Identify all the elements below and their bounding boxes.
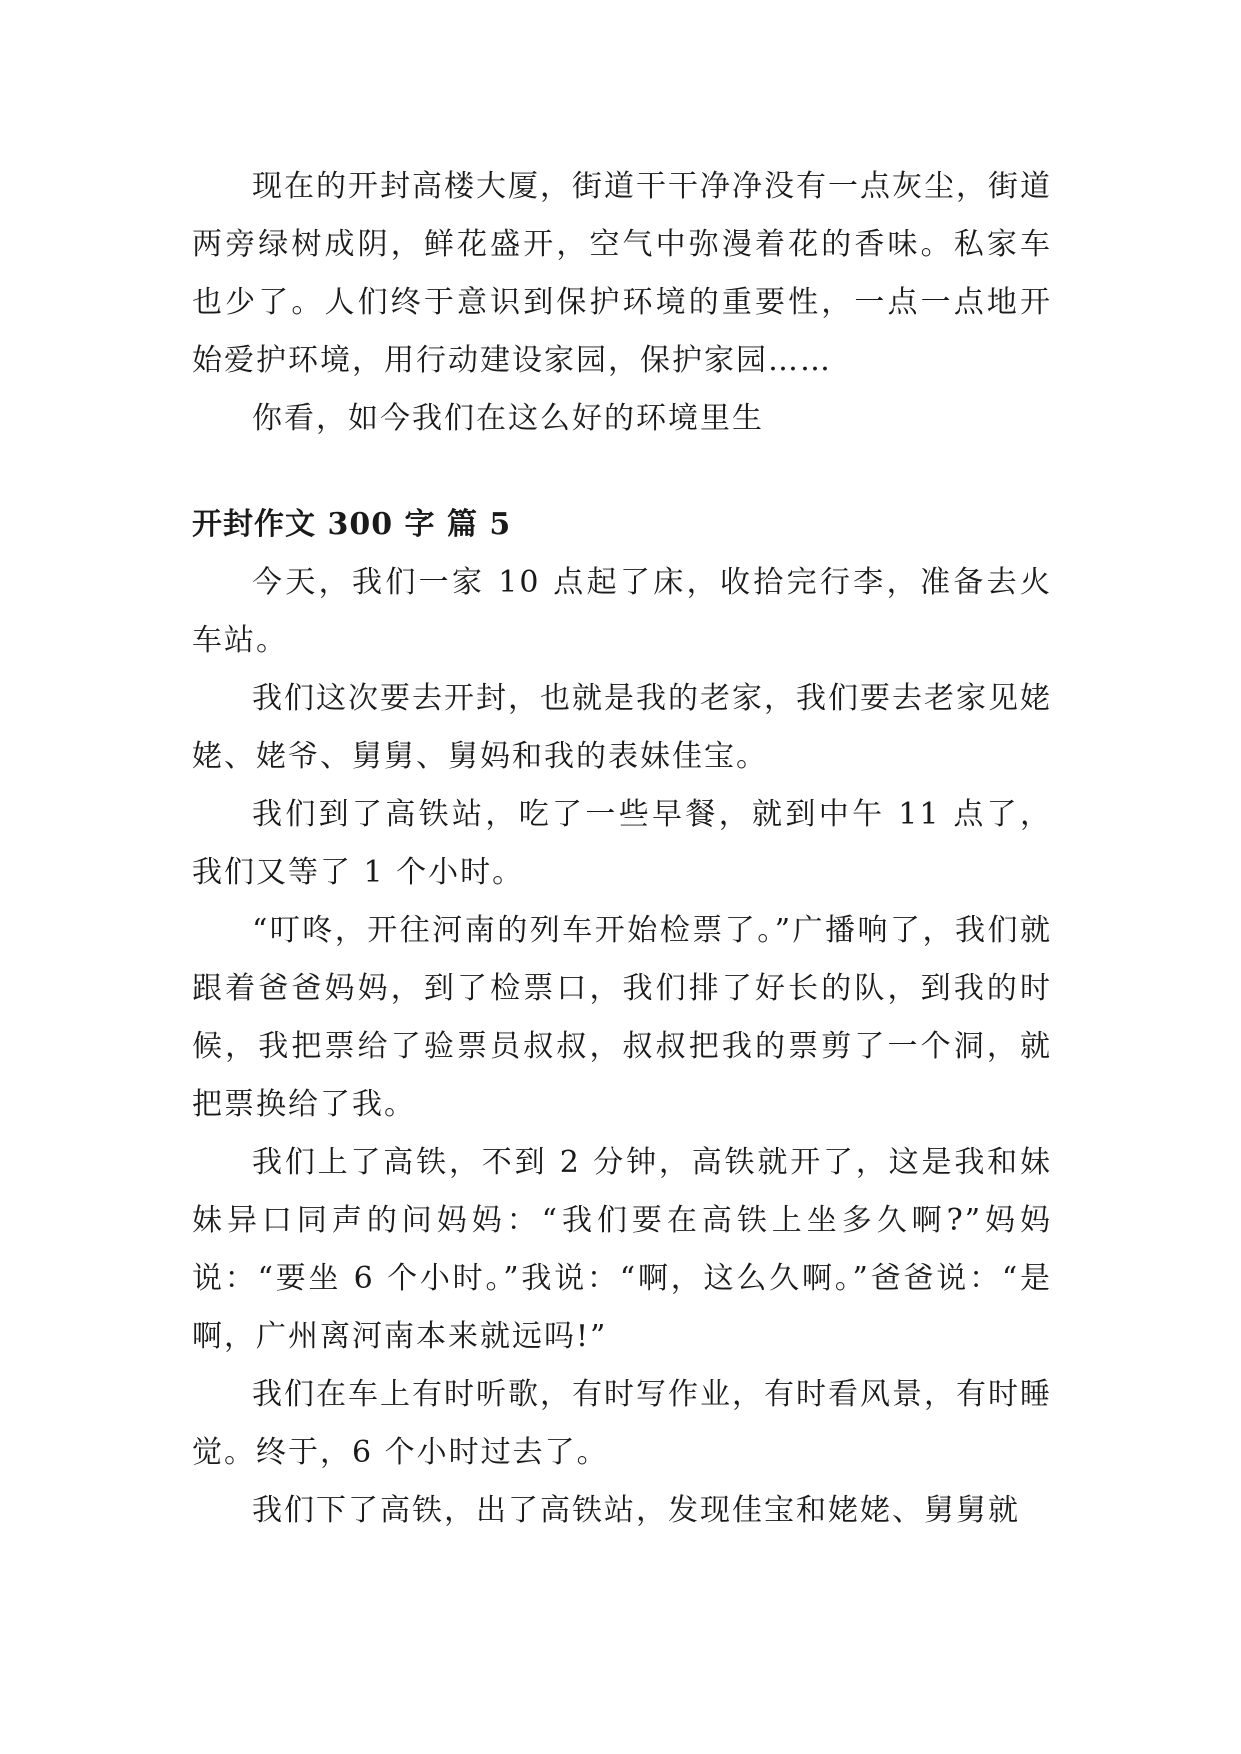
paragraph: 我们下了高铁，出了高铁站，发现佳宝和姥姥、舅舅就 (252, 1493, 1020, 1528)
paragraph: “叮咚，开往河南的列车开始检票了。”广播响了，我们就跟着爸爸妈妈，到了检票口，我们排了好长的队，到我的时候，我把票给了验票员叔叔，叔叔把我的票剪了一个洞，就把票换给了我。 (192, 913, 1052, 1122)
paragraph: 现在的开封高楼大厦，街道干干净净没有一点灰尘，街道两旁绿树成阴，鲜花盛开，空气中弥漫着花的香味。私家车也少了。人们终于意识到保护环境的重要性，一点一点地开始爱护环境，用行动建设家园，保护家园…… (192, 169, 1052, 378)
paragraph: 你看，如今我们在这么好的环境里生 (252, 401, 764, 436)
paragraph: 今天，我们一家 10 点起了床，收拾完行李，准备去火车站。 (192, 565, 1052, 658)
paragraph: 我们这次要去开封，也就是我的老家，我们要去老家见姥姥、姥爷、舅舅、舅妈和我的表妹佳宝。 (192, 681, 1052, 774)
section-title: 开封作文 300 字 篇 5 (192, 507, 512, 542)
document-page (192, 158, 1052, 1540)
paragraph: 我们到了高铁站，吃了一些早餐，就到中午 11 点了，我们又等了 1 个小时。 (192, 797, 1052, 890)
paragraph: 我们在车上有时听歌，有时写作业，有时看风景，有时睡觉。终于，6 个小时过去了。 (192, 1377, 1052, 1470)
paragraph: 我们上了高铁，不到 2 分钟，高铁就开了，这是我和妹妹异口同声的问妈妈：“我们要在高铁上坐多久啊?”妈妈说：“要坐 6 个小时。”我说：“啊，这么久啊。”爸爸说：“是啊，广州离河南本来就远吗!” (192, 1145, 1052, 1354)
